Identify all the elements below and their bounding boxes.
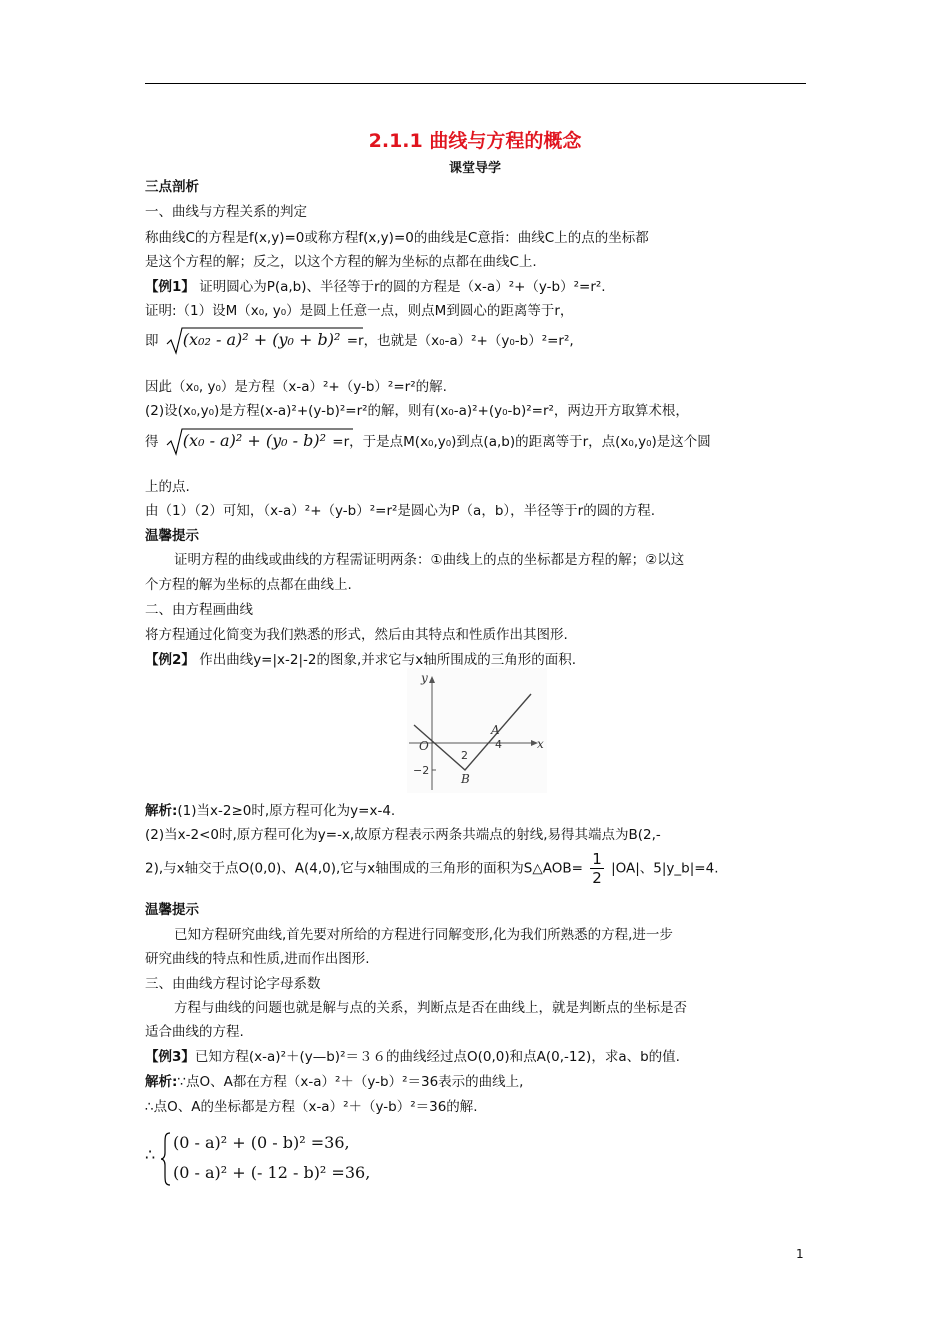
example1-proof-line4: (2)设(x₀,y₀)是方程(x-a)²+(y-b)²=r²的解，则有(x₀-a)²+(y₀-b)²=r²，两边开方取算术根，	[145, 403, 689, 419]
solution3-tag: 解析:	[145, 1074, 178, 1090]
example1-line2-suffix: =r，也就是（x₀-a）²+（y₀-b）²=r²,	[346, 333, 574, 349]
section3-para-line2: 适合曲线的方程.	[145, 1024, 244, 1040]
x-axis-label: x	[537, 737, 544, 751]
solution3-line2: ∴点O、A的坐标都是方程（x-a）²＋（y-b）²＝36的解.	[145, 1099, 478, 1115]
solution2-text1: (1)当x-2≥0时,原方程可化为y=x-4.	[177, 803, 396, 819]
radical-sign-icon	[165, 427, 355, 457]
example3-tag: 【例3】	[145, 1049, 195, 1065]
page-subtitle: 课堂导学	[448, 161, 501, 176]
point-b-label: B	[461, 772, 470, 786]
point-a-label: A	[491, 723, 500, 737]
section1-para-line1: 称曲线C的方程是f(x,y)=0或称方程f(x,y)=0的曲线是C意指：曲线C上的点的坐标都	[145, 230, 649, 246]
section2-para: 将方程通过化简变为我们熟悉的形式，然后由其特点和性质作出其图形.	[145, 627, 568, 643]
tip1-heading: 温馨提示	[145, 528, 199, 544]
tip1-line2: 个方程的解为坐标的点都在曲线上.	[145, 577, 352, 593]
radical-expression-1	[165, 326, 341, 356]
x-tick-label-4: 4	[495, 738, 502, 751]
header-rule	[145, 83, 806, 84]
example1-line5-suffix: =r，于是点M(x₀,y₀)到点(a,b)的距离等于r，点(x₀,y₀)是这个圆	[332, 434, 711, 450]
solution2-line3-prefix: 2),与x轴交于点O(0,0)、A(4,0),它与x轴围成的三角形的面积为S△AOB=	[145, 860, 583, 877]
solution3-text1: ∵点O、A都在方程（x-a）²＋（y-b）²＝36表示的曲线上,	[177, 1074, 524, 1090]
therefore-symbol: ∴	[145, 1145, 156, 1164]
example1-tag: 【例1】	[145, 279, 195, 295]
solution2-line3-suffix: |OA|、5|y_b|=4.	[611, 860, 719, 877]
page-title: 2.1.1 曲线与方程的概念	[368, 130, 582, 152]
example1-proof-line1: 证明:（1）设M（x₀, y₀）是圆上任意一点，则点M到圆心的距离等于r，	[145, 303, 574, 319]
x-tick-label-2: 2	[461, 749, 468, 762]
example3-text: 已知方程(x-a)²＋(y—b)²＝３６的曲线经过点O(0,0)和点A(0,-12)，求a、b的值.	[194, 1049, 680, 1065]
example2-tag: 【例2】	[145, 652, 195, 668]
solution2-line3	[145, 850, 719, 887]
example1-conclusion: 由（1）（2）可知，（x-a）²+（y-b）²=r²是圆心为P（a，b），半径等于r的圆的方程.	[145, 503, 655, 519]
radical-expression-2	[165, 427, 326, 457]
page-number: 1	[796, 1247, 804, 1261]
tip2-line1: 已知方程研究曲线,首先要对所给的方程进行同解变形,化为我们所熟悉的方程,进一步	[174, 927, 673, 943]
section-heading: 三点剖析	[145, 179, 199, 195]
example1-proof-line2	[145, 326, 574, 356]
tip2-heading: 温馨提示	[145, 902, 199, 918]
example2-text: 作出曲线y=|x-2|-2的图象,并求它与x轴所围成的三角形的面积.	[194, 652, 577, 668]
section2-heading: 二、由方程画曲线	[145, 602, 253, 618]
example1-text: 证明圆心为P(a,b)、半径等于r的圆的方程是（x-a）²+（y-b）²=r².	[194, 279, 606, 295]
example3-statement	[145, 1048, 680, 1066]
function-graph	[407, 668, 547, 793]
equation-1: (0 - a)² + (0 - b)² =36,	[173, 1133, 350, 1152]
tip2-line2: 研究曲线的特点和性质,进而作出图形.	[145, 951, 370, 967]
example1-proof-line6: 上的点.	[145, 479, 190, 495]
radical-content-2: (x₀ - a)² + (y₀ - b)²	[182, 431, 326, 450]
origin-label: O	[419, 739, 429, 753]
example1-prefix: 即	[145, 333, 159, 349]
solution3-line1	[145, 1073, 523, 1091]
example1-proof-line3: 因此（x₀, y₀）是方程（x-a）²+（y-b）²=r²的解.	[145, 379, 447, 395]
section1-para-line2: 是这个方程的解；反之，以这个方程的解为坐标的点都在曲线C上.	[145, 254, 537, 270]
radical-sign-icon	[165, 326, 365, 356]
example1-statement	[145, 278, 606, 296]
fraction-denominator: 2	[592, 869, 602, 887]
example1-prefix-2: 得	[145, 434, 159, 450]
fraction-numerator: 1	[592, 850, 602, 868]
fraction-one-half	[590, 850, 604, 887]
solution2-line2: (2)当x-2<0时,原方程可化为y=-x,故原方程表示两条共端点的射线,易得其端点为B(2,-	[145, 827, 661, 843]
y-tick-label: −2	[413, 764, 430, 777]
section1-heading: 一、曲线与方程关系的判定	[145, 204, 307, 220]
section3-para-line1: 方程与曲线的问题也就是解与点的关系，判断点是否在曲线上，就是判断点的坐标是否	[174, 1000, 687, 1016]
solution2-tag: 解析:	[145, 803, 178, 819]
example1-proof-line5	[145, 427, 711, 457]
left-brace-icon	[160, 1131, 172, 1187]
y-axis-label: y	[421, 671, 428, 685]
radical-content-1: (x₀₂ - a)² + (y₀ + b)²	[182, 330, 341, 349]
equation-2: (0 - a)² + (- 12 - b)² =36,	[173, 1163, 371, 1182]
example2-statement	[145, 651, 576, 669]
tip1-line1: 证明方程的曲线或曲线的方程需证明两条：①曲线上的点的坐标都是方程的解；②以这	[174, 552, 685, 568]
section3-heading: 三、由曲线方程讨论字母系数	[145, 976, 321, 992]
solution2-line1	[145, 802, 395, 820]
